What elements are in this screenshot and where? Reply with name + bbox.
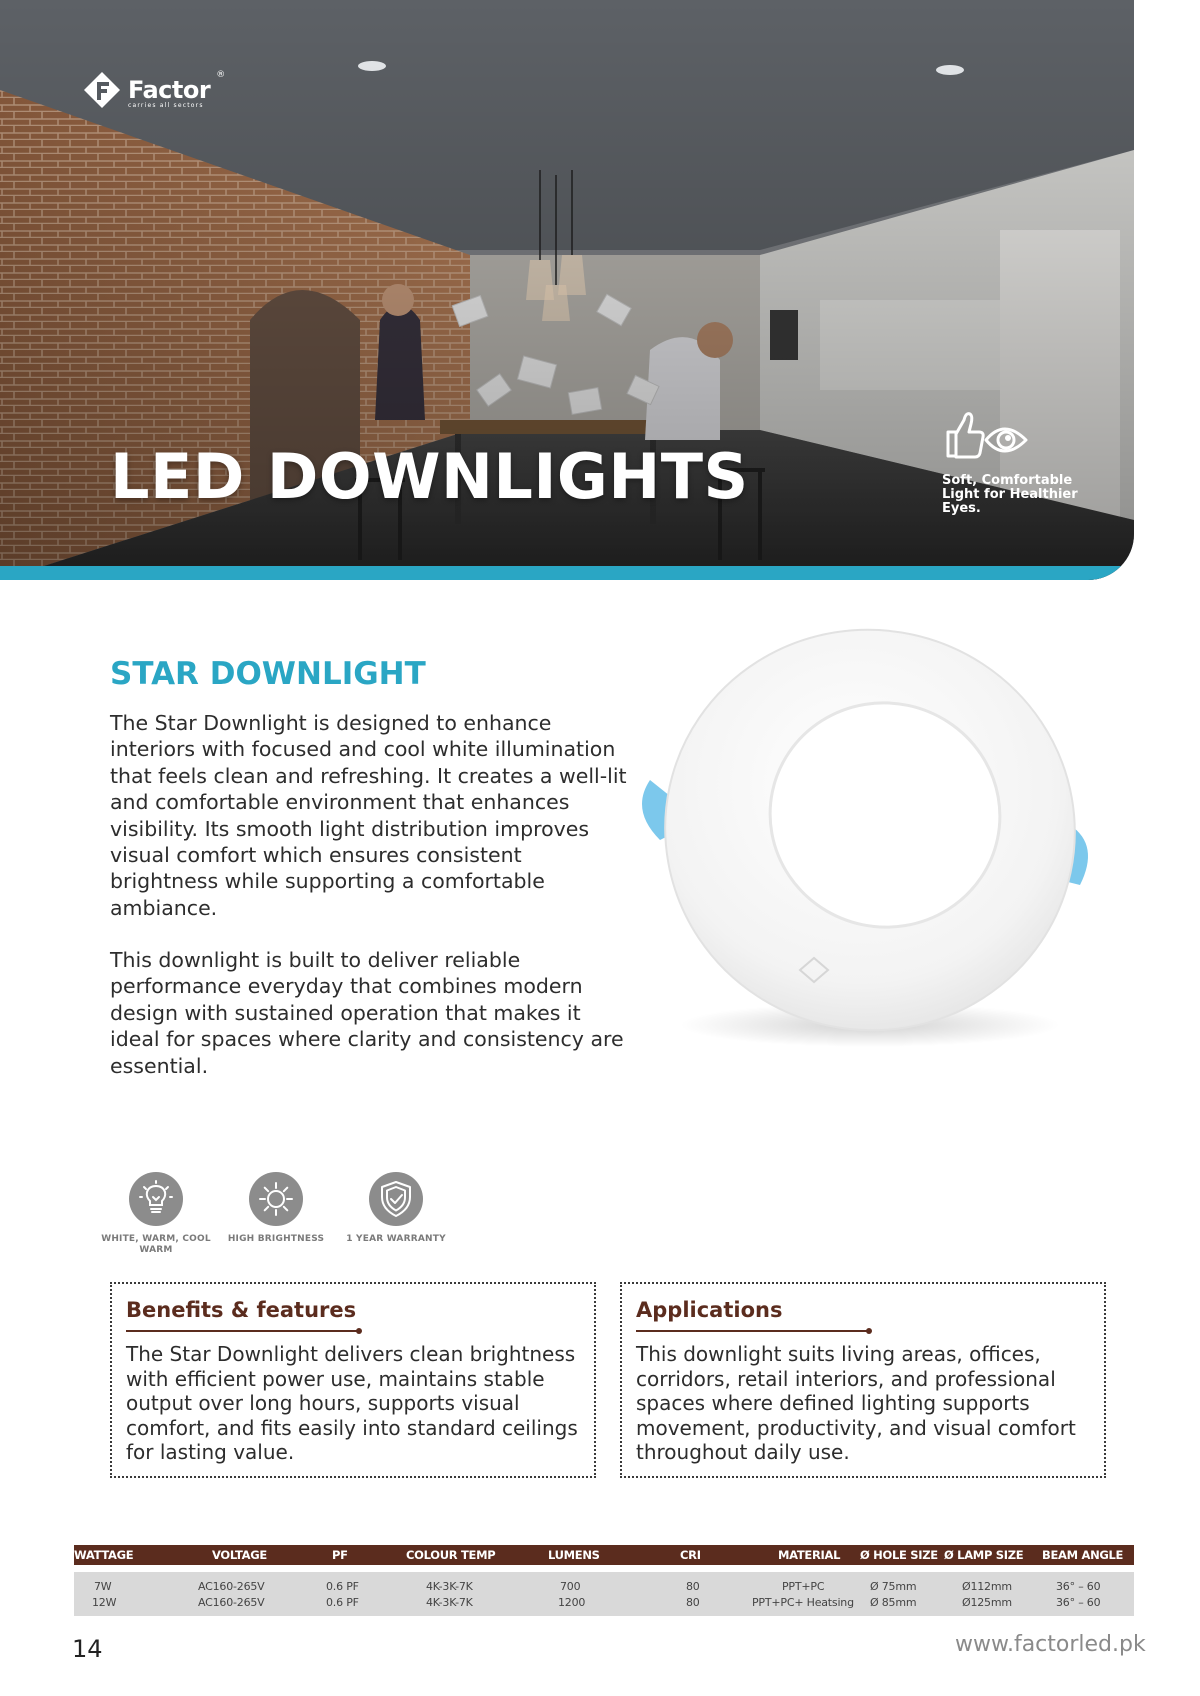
cell-colour-temp: 4K-3K-7K (426, 1580, 473, 1593)
col-header-hole-size: Ø HOLE SIZE (860, 1548, 938, 1562)
brand-tagline: carries all sectors (128, 102, 204, 109)
benefits-text: The Star Downlight delivers clean brightness with efficient power use, maintains stable output over long hours, supports visual comfort, and fits easily into standard ceilings for lasting value. (126, 1342, 578, 1464)
feature-icon-circle (369, 1172, 423, 1226)
title-underline-dot (866, 1328, 872, 1334)
col-header-wattage: WATTAGE (74, 1548, 134, 1562)
benefits-title: Benefits & features (126, 1298, 357, 1322)
cell-pf: 0.6 PF (326, 1580, 359, 1593)
page-number: 14 (72, 1635, 103, 1663)
col-header-lumens: LUMENS (548, 1548, 600, 1562)
cell-lamp-size: Ø125mm (962, 1596, 1012, 1609)
eye-comfort-text: Soft, Comfortable Light for Healthier Eyes. (942, 473, 1078, 516)
feature-label: WHITE, WARM, COOL WARM (101, 1234, 211, 1255)
hero-accent-stripe (0, 566, 1134, 580)
sun-icon (256, 1179, 296, 1219)
title-underline (636, 1330, 868, 1332)
cell-cri: 80 (686, 1580, 700, 1593)
feature-warranty (336, 1172, 456, 1245)
col-header-pf: PF (332, 1548, 348, 1562)
cell-lumens: 700 (560, 1580, 581, 1593)
cell-wattage: 12W (92, 1596, 117, 1609)
col-header-colour-temp: COLOUR TEMP (406, 1548, 496, 1562)
cell-pf: 0.6 PF (326, 1596, 359, 1609)
feature-label: 1 YEAR WARRANTY (346, 1234, 446, 1244)
cell-hole-size: Ø 85mm (870, 1596, 917, 1609)
col-header-beam-angle: BEAM ANGLE (1042, 1548, 1124, 1562)
thumbs-up-eye-icon (942, 406, 1032, 462)
feature-label: HIGH BRIGHTNESS (227, 1234, 325, 1244)
benefits-box (110, 1282, 596, 1478)
cell-material: PPT+PC (782, 1580, 825, 1593)
cell-wattage: 7W (94, 1580, 112, 1593)
cell-beam-angle: 36° – 60 (1056, 1580, 1101, 1593)
cell-voltage: AC160-265V (198, 1596, 265, 1609)
cell-beam-angle: 36° – 60 (1056, 1596, 1101, 1609)
spec-table-header (74, 1545, 1134, 1565)
bulb-icon (136, 1179, 176, 1219)
feature-brightness (216, 1172, 336, 1245)
factor-logo-icon (82, 70, 122, 110)
brand-logo[interactable] (82, 70, 225, 110)
brand-name: Factor (128, 76, 211, 104)
product-title: STAR DOWNLIGHT (110, 656, 426, 692)
cell-lamp-size: Ø112mm (962, 1580, 1012, 1593)
feature-icon-circle (249, 1172, 303, 1226)
eye-comfort-badge (942, 406, 1092, 516)
cell-lumens: 1200 (558, 1596, 586, 1609)
cell-voltage: AC160-265V (198, 1580, 265, 1593)
applications-text: This downlight suits living areas, offices, corridors, retail interiors, and professional spaces where defined lighting supports movement, productivity, and visual comfort throughout daily use. (636, 1342, 1076, 1464)
cell-cri: 80 (686, 1596, 700, 1609)
applications-box (620, 1282, 1106, 1478)
title-underline (126, 1330, 358, 1332)
spec-table-body (74, 1572, 1134, 1616)
col-header-lamp-size: Ø LAMP SIZE (944, 1548, 1024, 1562)
cell-colour-temp: 4K-3K-7K (426, 1596, 473, 1609)
feature-icon-circle (129, 1172, 183, 1226)
col-header-cri: CRI (680, 1548, 701, 1562)
product-description-1: The Star Downlight is designed to enhance interiors with focused and cool white illumination that feels clean and refreshing. It creates a well-lit and comfortable environment that enhances visibility. Its smooth light distribution improves visual comfort which ensures consistent brightness while supporting a comfortable ambiance. (110, 711, 627, 920)
product-description-2: This downlight is built to deliver reliable performance everyday that combines modern design with sustained operation that makes it ideal for spaces where clarity and consistency are essential. (110, 948, 624, 1078)
feature-colour-options (96, 1172, 216, 1256)
shield-check-icon (376, 1179, 416, 1219)
applications-title: Applications (636, 1298, 783, 1322)
title-underline-dot (356, 1328, 362, 1334)
cell-hole-size: Ø 75mm (870, 1580, 917, 1593)
website-link[interactable]: www.factorled.pk (955, 1632, 1146, 1657)
registered-mark: ® (216, 70, 226, 80)
page-title: LED DOWNLIGHTS (110, 440, 749, 513)
cell-material: PPT+PC+ Heatsing (752, 1596, 854, 1609)
downlight-product-image (620, 600, 1120, 1080)
col-header-voltage: VOLTAGE (212, 1548, 267, 1562)
col-header-material: MATERIAL (778, 1548, 841, 1562)
